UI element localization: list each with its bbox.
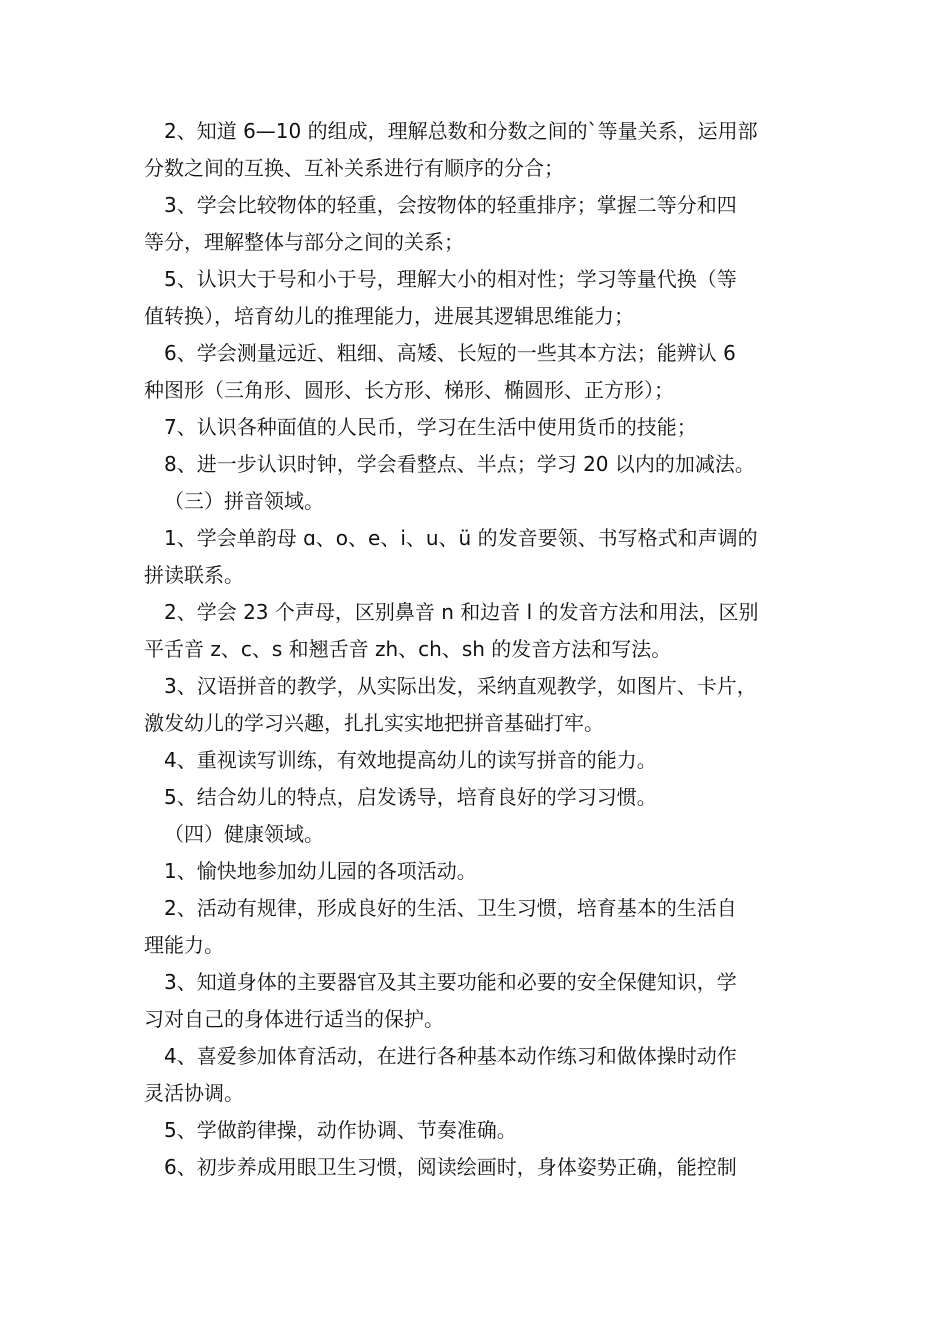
- text-line: 灵活协调。: [144, 1081, 244, 1105]
- text-line: 7、认识各种面值的人民币，学习在生活中使用货币的技能；: [164, 415, 697, 439]
- text-line: 习对自己的身体进行适当的保护。: [144, 1007, 444, 1031]
- text-line: 5、结合幼儿的特点，启发诱导，培育良好的学习习惯。: [164, 785, 657, 809]
- text-line: 值转换），培育幼儿的推理能力，进展其逻辑思维能力；: [144, 304, 634, 328]
- text-line: 4、重视读写训练，有效地提高幼儿的读写拼音的能力。: [164, 748, 657, 772]
- text-line: 1、学会单韵母 ɑ、o、e、i、u、ü 的发音要领、书写格式和声调的: [164, 526, 758, 550]
- text-line: 4、喜爱参加体育活动，在进行各种基本动作练习和做体操时动作: [164, 1044, 737, 1068]
- text-line: 2、活动有规律，形成良好的生活、卫生习惯，培育基本的生活自: [164, 896, 737, 920]
- text-line: 等分，理解整体与部分之间的关系；: [144, 230, 464, 254]
- text-line: 6、初步养成用眼卫生习惯，阅读绘画时，身体姿势正确，能控制: [164, 1155, 737, 1179]
- text-line: 5、认识大于号和小于号，理解大小的相对性；学习等量代换（等: [164, 267, 737, 291]
- text-line: 激发幼儿的学习兴趣，扎扎实实地把拼音基础打牢。: [144, 711, 604, 735]
- text-line: 拼读联系。: [144, 563, 244, 587]
- text-line: 分数之间的互换、互补关系进行有顺序的分合；: [144, 156, 564, 180]
- text-line: 2、学会 23 个声母，区别鼻音 n 和边音 l 的发音方法和用法，区别: [164, 600, 759, 624]
- text-line: 平舌音 z、c、s 和翘舌音 zh、ch、sh 的发音方法和写法。: [144, 637, 672, 661]
- text-line: 1、愉快地参加幼儿园的各项活动。: [164, 859, 477, 883]
- text-line: 5、学做韵律操，动作协调、节奏准确。: [164, 1118, 517, 1142]
- text-line: 8、进一步认识时钟，学会看整点、半点；学习 20 以内的加减法。: [164, 452, 755, 476]
- document-body: [144, 113, 812, 1186]
- section-heading-health: （四）健康领域。: [164, 822, 324, 846]
- text-line: 3、知道身体的主要器官及其主要功能和必要的安全保健知识，学: [164, 970, 737, 994]
- text-line: 理能力。: [144, 933, 224, 957]
- text-line: 2、知道 6—10 的组成，理解总数和分数之间的`等量关系，运用部: [164, 119, 758, 143]
- section-heading-pinyin: （三）拼音领域。: [164, 489, 324, 513]
- text-line: 种图形（三角形、圆形、长方形、梯形、椭圆形、正方形）；: [144, 378, 674, 402]
- text-line: 3、学会比较物体的轻重，会按物体的轻重排序；掌握二等分和四: [164, 193, 737, 217]
- text-line: 3、汉语拼音的教学，从实际出发，采纳直观教学，如图片、卡片，: [164, 674, 757, 698]
- text-line: 6、学会测量远近、粗细、高矮、长短的一些其本方法；能辨认 6: [164, 341, 736, 365]
